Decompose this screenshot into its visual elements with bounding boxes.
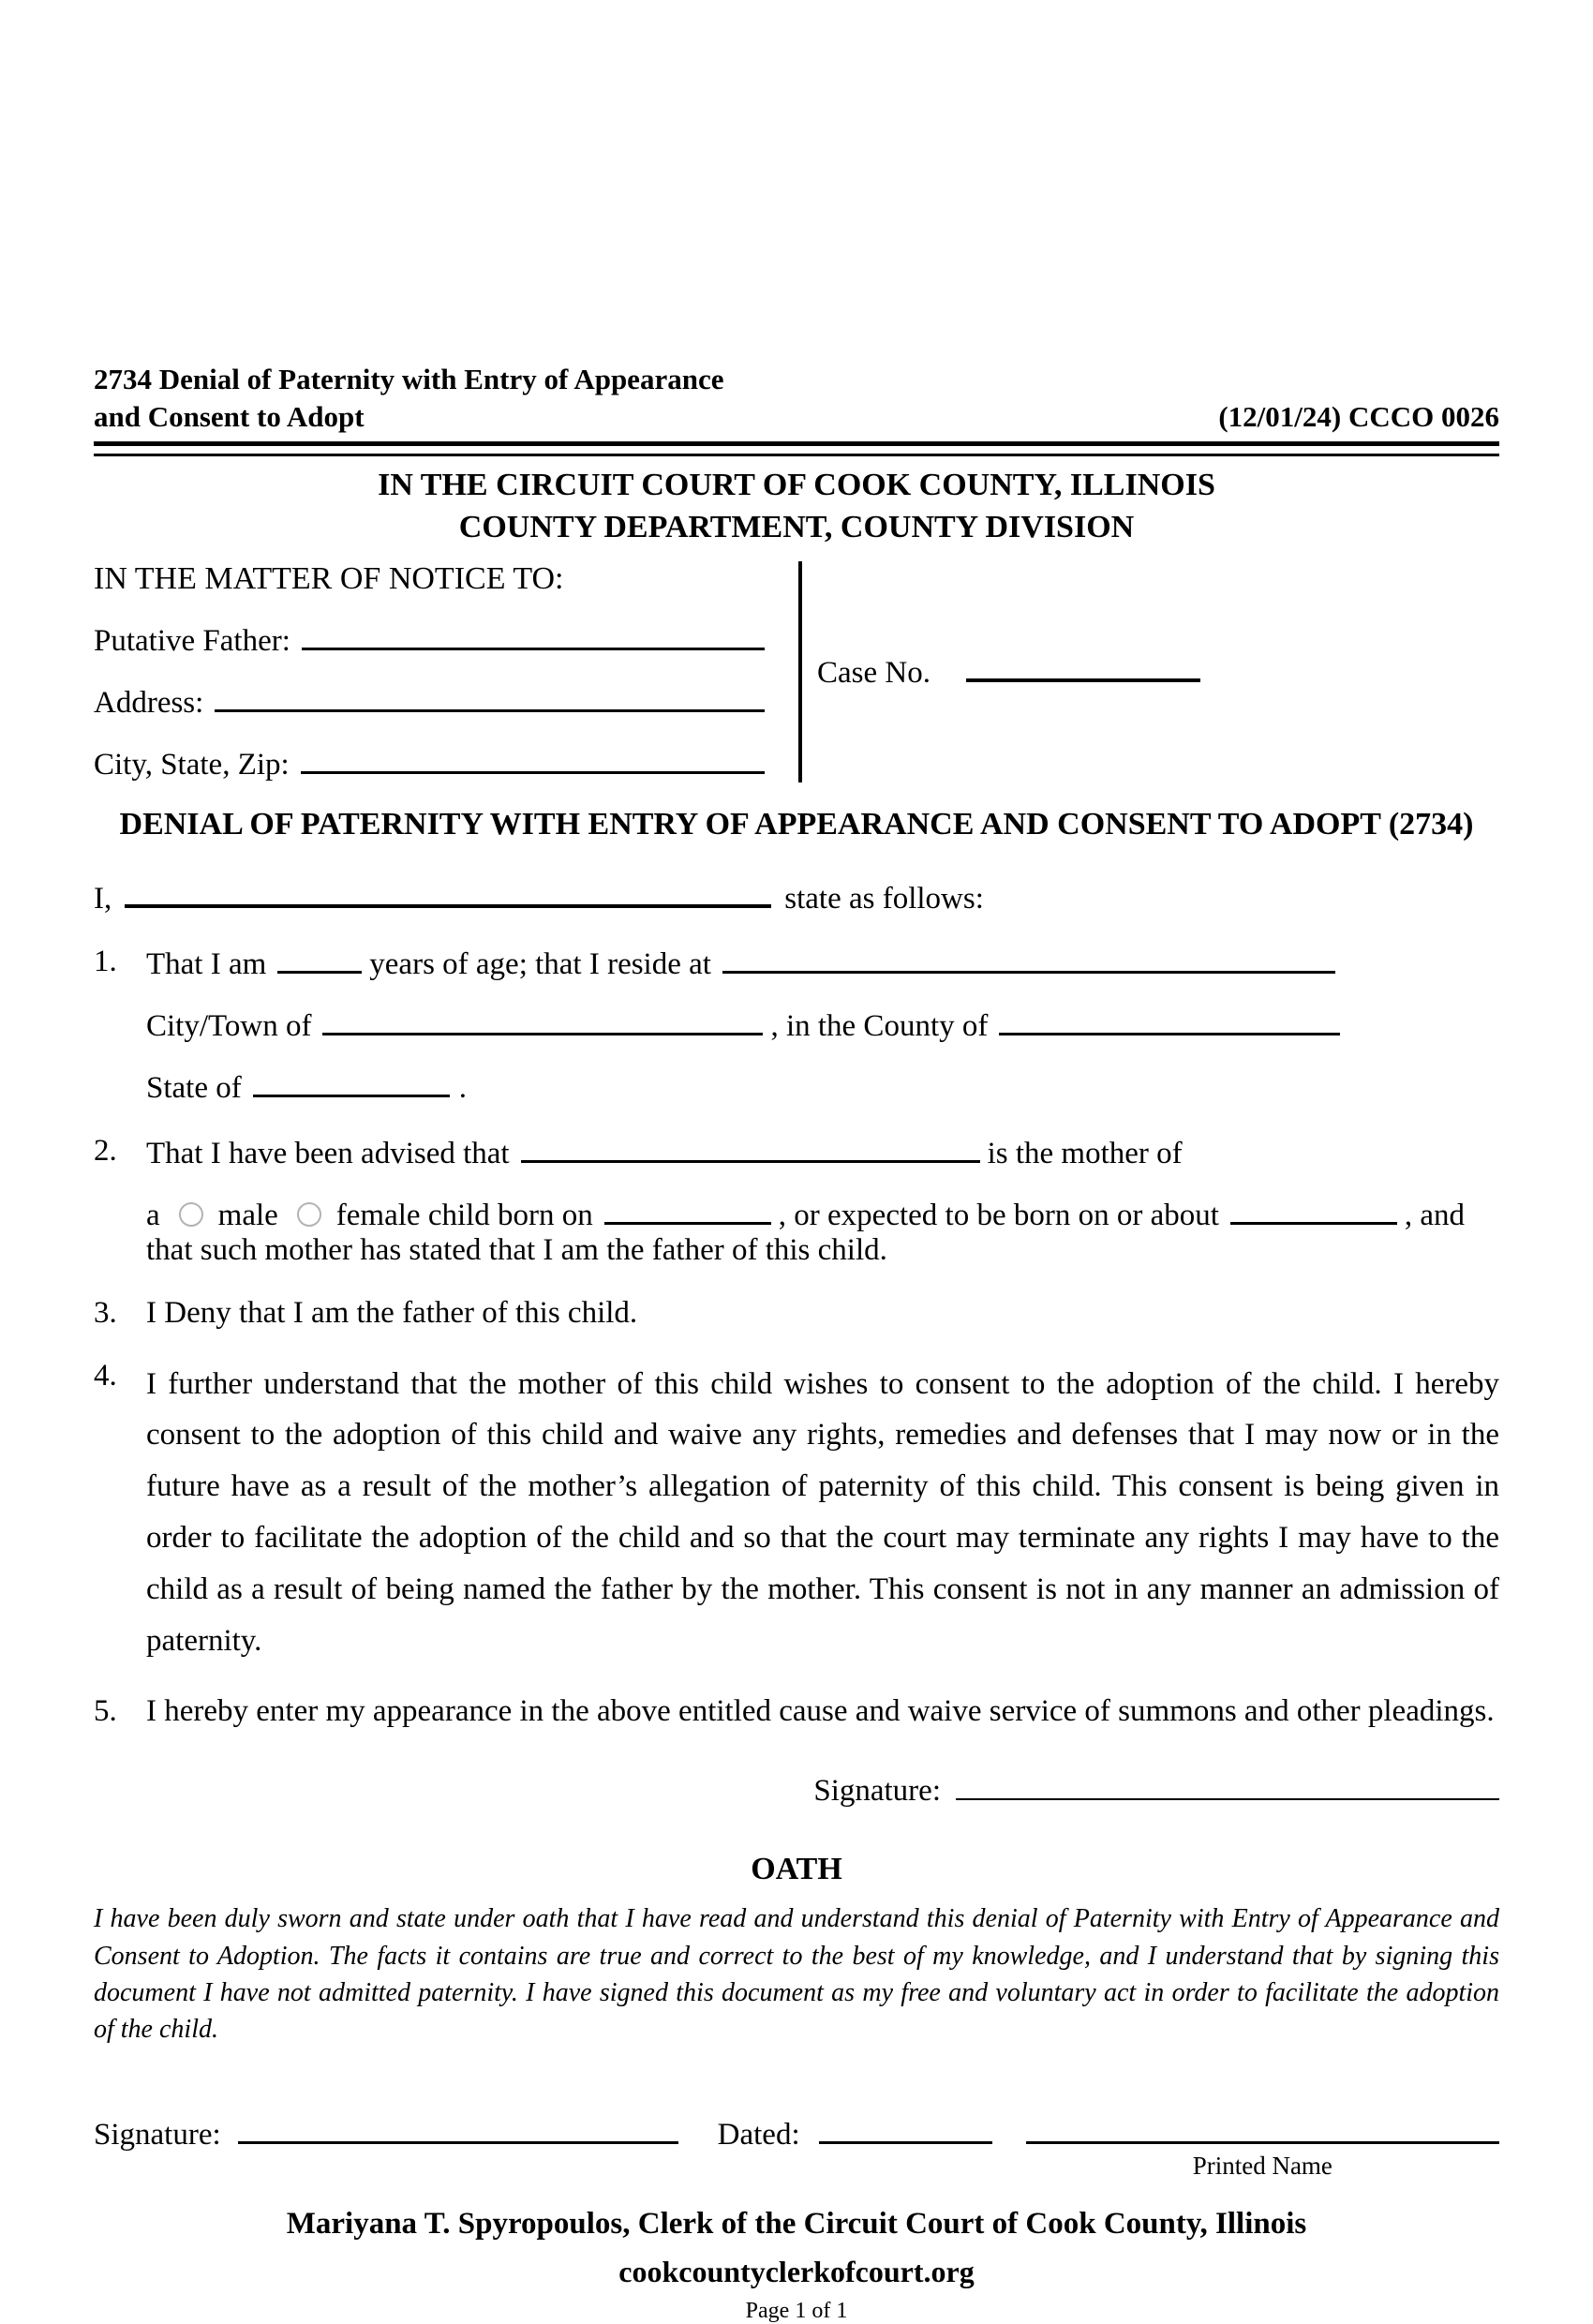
male-label: male — [217, 1198, 278, 1232]
clerk-website: cookcountyclerkofcourt.org — [618, 2255, 975, 2289]
male-radio-button[interactable] — [179, 1202, 203, 1227]
item-2-line-1 — [146, 1134, 1499, 1171]
court-division: COUNTY DEPARTMENT, COUNTY DIVISION — [458, 509, 1135, 544]
item-3 — [94, 1296, 1499, 1331]
item-2-text-c: a — [146, 1198, 160, 1232]
footer-signature-row — [94, 2115, 1499, 2181]
county-input[interactable] — [999, 1006, 1340, 1035]
item-1-text-b: years of age; that I reside at — [369, 946, 711, 981]
state-input[interactable] — [253, 1068, 450, 1097]
declarant-signature-input[interactable] — [956, 1772, 1499, 1800]
printed-name-group — [1026, 2115, 1499, 2181]
declaration-row — [94, 878, 1499, 916]
city-state-zip-input[interactable] — [301, 745, 765, 774]
putative-father-row — [94, 621, 772, 659]
dated-input[interactable] — [819, 2115, 992, 2144]
age-input[interactable] — [277, 945, 362, 974]
header-rule — [94, 441, 1499, 456]
court-heading — [94, 465, 1499, 547]
declarant-name-input[interactable] — [125, 878, 771, 908]
printed-name-caption: Printed Name — [1192, 2152, 1332, 2181]
item-4-text: I further understand that the mother of this child wishes to consent to the adoption of the child. I hereby consent to the adoption of this child and waive any rights, remedies and defenses that I may now or in the future have as a result of the mother’s allegation of paternity of this child. This consent is being given in order to facilitate the adoption of the child and so that the court may terminate any rights I may have to the child as a result of being named the father by the mother. This consent is not in any manner an admission of paternity. — [146, 1366, 1499, 1658]
court-name: IN THE CIRCUIT COURT OF COOK COUNTY, ILLINOIS — [378, 468, 1215, 503]
item-1-line-1 — [146, 945, 1499, 982]
item-1-period: . — [458, 1070, 467, 1105]
item-5-text: I hereby enter my appearance in the above entitled cause and waive service of summons and other pleadings. — [146, 1694, 1495, 1729]
item-2-body — [146, 1134, 1499, 1268]
city-state-zip-row — [94, 745, 772, 782]
item-2-text-b: is the mother of — [987, 1136, 1183, 1170]
item-1-line-2 — [146, 1006, 1499, 1044]
city-town-label: City/Town of — [146, 1008, 312, 1043]
item-4 — [94, 1359, 1499, 1667]
address-label: Address: — [94, 685, 204, 720]
oath-heading: OATH — [751, 1852, 842, 1887]
dated-label: Dated: — [717, 2118, 800, 2153]
form-title-line1: 2734 Denial of Paternity with Entry of Appearance — [94, 363, 724, 395]
item-1 — [94, 945, 1499, 1106]
item-3-text: I Deny that I am the father of this child. — [146, 1295, 638, 1330]
declarant-signature-row — [94, 1772, 1499, 1809]
item-1-number: 1. — [94, 944, 117, 978]
case-no-label: Case No. — [817, 656, 930, 691]
item-2-text-d: , or expected to be born on or about — [778, 1198, 1219, 1232]
item-3-number: 3. — [94, 1295, 117, 1330]
city-town-input[interactable] — [322, 1006, 763, 1035]
declaration-prefix: I, — [94, 881, 112, 916]
item-5 — [94, 1694, 1499, 1729]
birth-date-input[interactable] — [604, 1196, 771, 1225]
residence-input[interactable] — [722, 945, 1335, 974]
address-row — [94, 683, 772, 721]
footer-signature-input[interactable] — [238, 2115, 678, 2144]
item-2-text-e: , and — [1404, 1198, 1466, 1232]
declaration-suffix: state as follows: — [784, 881, 984, 916]
item-1-line-3 — [146, 1068, 1499, 1106]
case-number-row — [817, 652, 1208, 691]
form-number-title — [94, 361, 723, 435]
form-revision-code: (12/01/24) CCCO 0026 — [1218, 399, 1499, 433]
expected-date-input[interactable] — [1230, 1196, 1397, 1225]
footer-signature-label: Signature: — [94, 2118, 221, 2153]
clerk-attribution: Mariyana T. Spyropoulos, Clerk of the Circuit Court of Cook County, Illinois — [286, 2207, 1307, 2242]
mother-name-input[interactable] — [521, 1134, 980, 1163]
female-radio-button[interactable] — [297, 1202, 321, 1227]
city-state-zip-label: City, State, Zip: — [94, 747, 290, 782]
caption-right-column — [802, 561, 1499, 782]
address-input[interactable] — [215, 683, 765, 712]
form-header — [94, 361, 1499, 435]
item-5-number: 5. — [94, 1694, 117, 1729]
state-label: State of — [146, 1070, 242, 1105]
case-no-input[interactable] — [966, 652, 1200, 682]
printed-name-input[interactable] — [1026, 2115, 1499, 2144]
putative-father-input[interactable] — [302, 621, 765, 650]
female-label: female child born on — [335, 1198, 593, 1232]
item-4-number: 4. — [94, 1358, 117, 1393]
page-indicator: Page 1 of 1 — [745, 2299, 848, 2324]
form-title-line2: and Consent to Adopt — [94, 399, 365, 433]
case-caption — [94, 561, 1499, 782]
putative-father-label: Putative Father: — [94, 623, 290, 658]
document-title: DENIAL OF PATERNITY WITH ENTRY OF APPEARANCE AND CONSENT TO ADOPT (2734) — [119, 806, 1474, 842]
item-2-line-3: that such mother has stated that I am the father of this child. — [146, 1232, 887, 1267]
county-label: , in the County of — [770, 1008, 989, 1043]
item-2 — [94, 1134, 1499, 1268]
item-2-number: 2. — [94, 1133, 117, 1168]
item-2-text-a: That I have been advised that — [146, 1136, 510, 1170]
caption-left-column — [94, 561, 798, 782]
signature-label: Signature: — [813, 1774, 941, 1809]
item-1-body — [146, 945, 1499, 1106]
item-1-text-a: That I am — [146, 946, 267, 981]
item-2-line-2 — [146, 1196, 1499, 1233]
matter-label: IN THE MATTER OF NOTICE TO: — [94, 560, 564, 596]
oath-text: I have been duly sworn and state under oath that I have read and understand this denial of Paternity with Entry of Appearance and Consent to Adoption. The facts it contains are true and correct to the best of my knowledge, and I understand that by signing this document I have not admitted paternity. I have signed this document as my free and voluntary act in order to facilitate the adoption of the child. — [94, 1904, 1499, 2044]
